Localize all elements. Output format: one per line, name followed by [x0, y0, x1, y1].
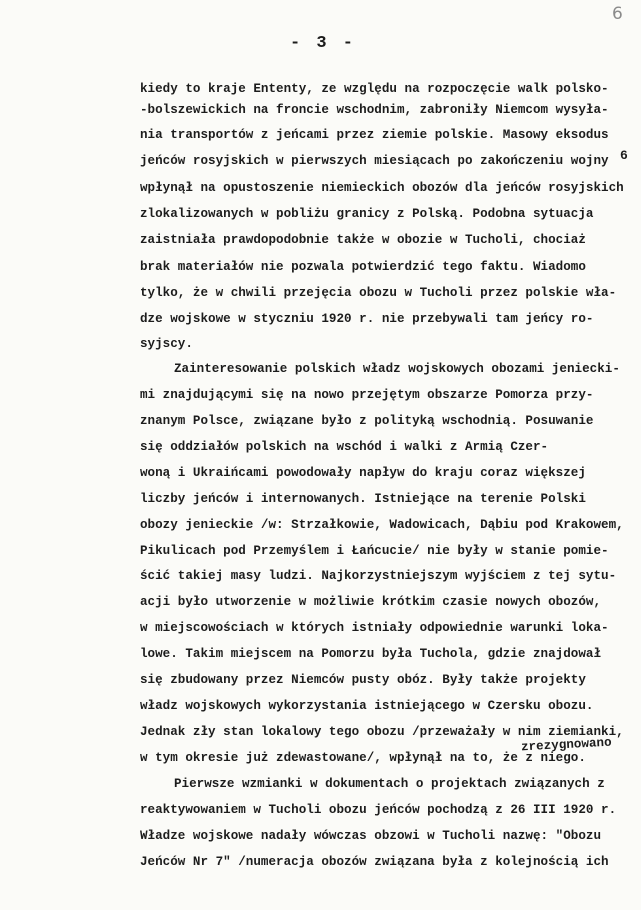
line-15: się oddziałów polskich na wschód i walki z Armią Czer-: [140, 440, 549, 454]
line-4: jeńców rosyjskich w pierwszych miesiącach po zakończeniu wojny: [140, 154, 609, 168]
line-30: Władze wojskowe nadały wówczas obzowi w Tucholi nazwę: "Obozu: [140, 829, 602, 843]
line-18: obozy jenieckie /w: Strzałkowie, Wadowicach, Dąbiu pod Krakowem,: [140, 518, 624, 532]
line-14: znanym Polsce, związane było z polityką wschodnią. Posuwanie: [140, 414, 594, 428]
line-28: Pierwsze wzmianki w dokumentach o projektach związanych z: [174, 777, 605, 791]
line-29: reaktywowaniem w Tucholi obozu jeńców pochodzą z 26 III 1920 r.: [140, 803, 617, 817]
line-7: zaistniała prawdopodobnie także w obozie w Tucholi, chociaż: [140, 233, 586, 247]
footnote-marker: 6: [620, 148, 628, 163]
line-2: -bolszewickich na froncie wschodnim, zabroniły Niemcom wysyła-: [140, 103, 609, 117]
line-1: kiedy to kraje Ententy, ze względu na rozpoczęcie walk polsko-: [140, 82, 609, 96]
line-10: dze wojskowe w styczniu 1920 r. nie przebywali tam jeńcy ro-: [140, 312, 594, 326]
line-16: woną i Ukraińcami powodowały napływ do kraju coraz większej: [140, 466, 586, 480]
line-27: w tym okresie już zdewastowane/, wpłynął na to, że z niego.: [140, 751, 586, 765]
line-25: władz wojskowych wykorzystania istniejącego w Czersku obozu.: [140, 699, 594, 713]
line-21: acji było utworzenie w możliwie krótkim czasie nowych obozów,: [140, 595, 602, 609]
line-31: Jeńców Nr 7" /numeracja obozów związana była z kolejnością ich: [140, 855, 609, 869]
line-9: tylko, że w chwili przejęcia obozu w Tucholi przez polskie wła-: [140, 286, 617, 300]
line-26: Jednak zły stan lokalowy tego obozu /przeważały w nim ziemianki,: [140, 725, 624, 739]
line-12: Zainteresowanie polskich władz wojskowych obozami jeniecki-: [174, 362, 620, 376]
line-22: w miejscowościach w których istniały odpowiednie warunki loka-: [140, 621, 609, 635]
line-23: lowe. Takim miejscem na Pomorzu była Tuchola, gdzie znajdował: [140, 647, 602, 661]
interlinear-correction: zrezygnowano: [520, 735, 612, 755]
line-8: brak materiałów nie pozwala potwierdzić tego faktu. Wiadomo: [140, 260, 586, 274]
line-19: Pikulicach pod Przemyślem i Łańcucie/ nie były w stanie pomie-: [140, 544, 609, 558]
line-24: się zbudowany przez Niemców pusty obóz. Były także projekty: [140, 673, 586, 687]
line-13: mi znajdującymi się na nowo przejętym obszarze Pomorza przy-: [140, 388, 594, 402]
page-corner-number: 6: [612, 4, 623, 24]
line-17: liczby jeńców i internowanych. Istniejące na terenie Polski: [140, 492, 586, 506]
page-number: - 3 -: [290, 34, 357, 53]
line-6: zlokalizowanych w pobliżu granicy z Polską. Podobna sytuacja: [140, 207, 594, 221]
line-3: nia transportów z jeńcami przez ziemie polskie. Masowy eksodus: [140, 128, 609, 142]
line-20: ścić takiej masy ludzi. Najkorzystniejszym wyjściem z tej sytu-: [140, 569, 617, 583]
line-5: wpłynął na opustoszenie niemieckich obozów dla jeńców rosyjskich: [140, 181, 624, 195]
line-11: syjscy.: [140, 337, 193, 351]
